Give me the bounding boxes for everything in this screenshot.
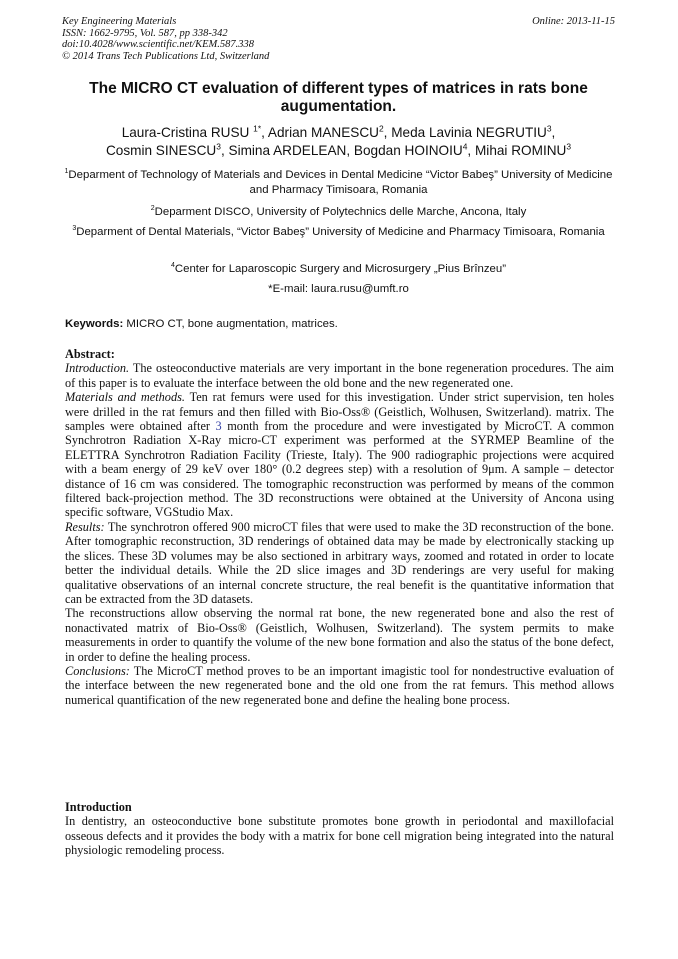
affiliation-mark: 2 <box>150 205 155 213</box>
abstract-introduction <box>65 361 614 390</box>
affiliation-mark: 4 <box>170 262 175 270</box>
keywords <box>65 318 615 330</box>
doi-line: doi:10.4028/www.scientific.net/KEM.587.338 <box>62 39 254 50</box>
methods-number: 3 <box>215 419 222 434</box>
introduction-section <box>65 800 614 858</box>
abstract-results <box>65 520 614 606</box>
introduction-label: Introduction. <box>65 361 130 376</box>
online-date: Online: 2013-11-15 <box>532 16 615 27</box>
author-affiliation-mark: 1* <box>253 123 262 134</box>
introduction-paragraph: In dentistry, an osteoconductive bone substitute promotes bone growth in periodontal and maxillofacial osseous defects and it provides the body with a matrix for bone cell migration being integrated into the natural physiologic remodeling process. <box>65 814 614 858</box>
abstract-results-2: The reconstructions allow observing the normal rat bone, the new regenerated bone and also the rest of nonactivated matrix of Bio-Oss® (Geistlich, Wolhusen, Switzerland). The system permits to make measurements in order to quantify the volume of the new bone formation and also the status of the bone defect, in order to define the healing process. <box>65 606 614 664</box>
issn-line: ISSN: 1662-9795, Vol. 587, pp 338-342 <box>62 27 228 39</box>
author-affiliation-mark: 3 <box>566 141 572 152</box>
author-affiliation-mark: 3 <box>546 123 552 134</box>
author-affiliation-mark: 4 <box>462 141 468 152</box>
affiliation-mark: 1 <box>64 168 69 176</box>
affiliation-2 <box>62 205 615 220</box>
results-label: Results: <box>65 519 105 534</box>
methods-label: Materials and methods. <box>65 390 185 405</box>
author-name: Mihai ROMINU <box>474 143 567 158</box>
author-separator: , <box>261 125 268 140</box>
author-separator: , <box>220 143 229 158</box>
abstract-conclusions <box>65 664 614 707</box>
keywords-text: MICRO CT, bone augmentation, matrices. <box>123 318 338 330</box>
corresponding-email: *E-mail: laura.rusu@umft.ro <box>268 283 409 295</box>
affiliation-text: Center for Laparoscopic Surgery and Microsurgery „Pius Brînzeu” <box>174 263 507 275</box>
author-affiliation-mark: 2 <box>378 123 384 134</box>
paper-title: The MICRO CT evaluation of different types of matrices in rats bone augumentation. <box>89 80 588 115</box>
copyright-line: © 2014 Trans Tech Publications Ltd, Switzerland <box>62 50 270 62</box>
methods-text: Ten rat femurs were used for this investigation. Under strict supervision, ten holes were drilled in the rat femurs and then filled with Bio-Oss® (Geistlich, Wolhusen, Switzerland). matrix. The samples were obtained after <box>65 390 614 434</box>
author-name: Adrian MANESCU <box>267 125 379 140</box>
affiliation-4 <box>62 262 615 277</box>
author-name: Cosmin SINESCU <box>105 143 217 158</box>
conclusions-label: Conclusions: <box>65 663 130 678</box>
author-separator: , <box>551 125 556 140</box>
introduction-text: The osteoconductive materials are very important in the bone regeneration procedures. The aim of this paper is to evaluate the interface between the old bone and the new regenerated one. <box>65 361 614 390</box>
author-separator: , <box>383 125 392 140</box>
affiliation-text: Deparment DISCO, University of Polytechnics delle Marche, Ancona, Italy <box>154 206 527 218</box>
conclusions-text: The MicroCT method proves to be an important imagistic tool for nondestructive evaluation of the interface between the new regenerated bone and the old one from the rat femurs. This method allows numerical quantification of the new regenerated bone and define the healing bone process. <box>65 663 614 707</box>
results-text: The synchrotron offered 900 microCT files that were used to make the 3D reconstruction of the bone. After tomographic reconstruction, 3D renderings of obtained data may be made by electronically stacking up the slices. These 3D volumes may be also sectioned in arbitrary ways, zoomed and rotated in order to locate better the individual details. While the 2D slice images and 3D renderings are very useful for making qualitative observations of an internal concrete structure, the real benefit is the quantitative information that can be extracted from the 3D datasets. <box>65 519 614 606</box>
keywords-label: Keywords: <box>65 318 124 330</box>
abstract <box>65 347 614 707</box>
journal-name: Key Engineering Materials <box>62 16 177 27</box>
affiliation-mark: 3 <box>72 225 77 233</box>
journal-header <box>62 16 615 62</box>
affiliation-text: Deparment of Technology of Materials and Devices in Dental Medicine “Victor Babeş” University of Medicine and Pharmacy Timisoara, Romania <box>68 169 613 196</box>
author-affiliation-mark: 3 <box>216 141 221 152</box>
author-name: Laura-Cristina RUSU <box>121 125 254 140</box>
author-name: Meda Lavinia NEGRUTIU <box>391 125 547 140</box>
affiliation-1 <box>62 168 615 198</box>
methods-text-continued: month from the procedure and were investigated by MicroCT. A common Synchrotron Radiation X-Ray micro-CT experiment was performed at the SYRMEP Beamline of the ELETTRA Synchrotron Radiation Facility (Trieste, Italy). The 900 radiographic projections were acquired with a beam energy of 29 keV over 180° (0.2 degrees step) with a resolution of 9μm. A sample – detector distance of 16 cm was considered. The tomographic reconstruction was performed by means of the common filtered back-projection method. The 3D reconstructions were obtained at the University of Ancona using specific software, VGStudio Max. <box>65 419 615 520</box>
abstract-methods <box>65 390 614 520</box>
author-list <box>52 124 625 160</box>
author-separator: , <box>467 143 475 158</box>
abstract-heading: Abstract: <box>65 347 115 361</box>
author-name: Simina ARDELEAN, Bogdan HOINOIU <box>228 143 463 158</box>
affiliation-3 <box>70 225 607 240</box>
affiliation-text: Deparment of Dental Materials, “Victor Babeş” University of Medicine and Pharmacy Timisoara, Romania <box>76 226 605 238</box>
introduction-heading: Introduction <box>65 800 132 814</box>
